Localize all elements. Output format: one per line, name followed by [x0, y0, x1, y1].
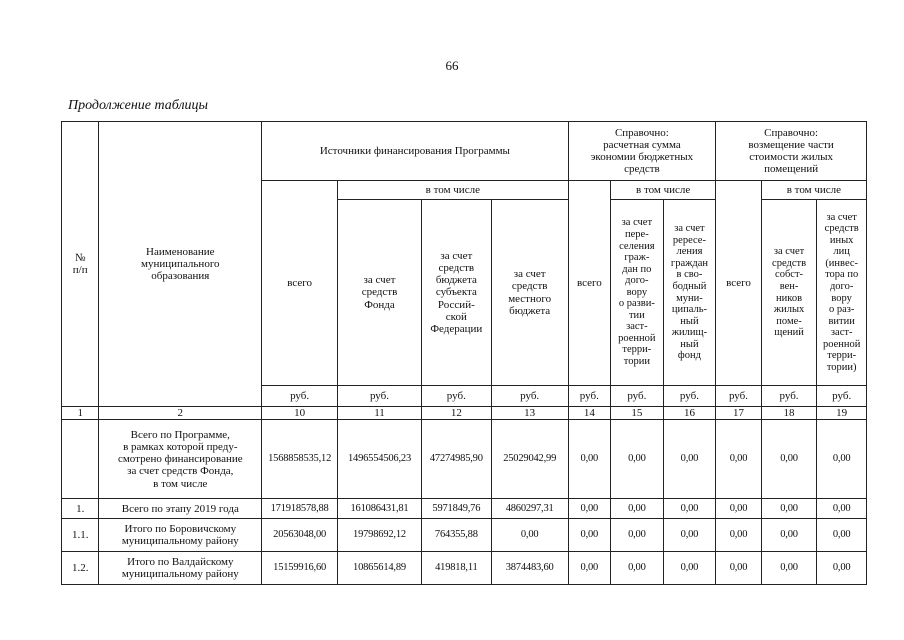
continuation-title: Продолжение таблицы	[68, 98, 209, 113]
header-fund: за счет средств Фонда	[338, 200, 422, 386]
header-reference-compensation: Справочно: возмещение части стоимости жилых помещений	[716, 122, 867, 181]
header-reference-savings: Справочно: расчетная сумма экономии бюджетных средств	[568, 122, 716, 181]
header-sources: Источники финансирования Программы	[262, 122, 568, 181]
column-number: 13	[491, 407, 568, 420]
unit-cell: руб.	[663, 386, 716, 407]
column-number-row	[62, 407, 867, 420]
row-number: 1.2.	[62, 552, 99, 585]
value-cell: 0,00	[761, 519, 817, 552]
value-cell: 0,00	[817, 552, 867, 585]
unit-cell: руб.	[611, 386, 664, 407]
unit-cell: руб.	[262, 386, 338, 407]
value-cell: 161086431,81	[338, 499, 422, 519]
page-number: 66	[445, 58, 459, 73]
value-cell: 15159916,60	[262, 552, 338, 585]
value-cell: 0,00	[663, 552, 716, 585]
value-cell: 0,00	[611, 499, 664, 519]
header-including-savings: в том числе	[611, 181, 716, 200]
value-cell: 0,00	[761, 552, 817, 585]
header-resettle-free: за счет pересе- ления граждан в сво- бодный муни- ципаль- ный жилищ- ный фонд	[663, 200, 716, 386]
value-cell: 25029042,99	[491, 420, 568, 499]
value-cell: 0,00	[663, 499, 716, 519]
value-cell: 0,00	[761, 420, 817, 499]
header-owners: за счет средств собст- вен- ников жилых поме- щений	[761, 200, 817, 386]
value-cell: 5971849,76	[421, 499, 491, 519]
value-cell: 0,00	[663, 519, 716, 552]
column-number: 18	[761, 407, 817, 420]
header-total-savings: всего	[568, 181, 610, 386]
column-number: 1	[62, 407, 99, 420]
table-row	[62, 519, 867, 552]
value-cell: 0,00	[611, 420, 664, 499]
value-cell: 0,00	[716, 420, 762, 499]
row-name: Всего по Программе, в рамках которой преду- смотрено финансирование за счет средств Фонда, в том числе	[99, 420, 262, 499]
header-resettle-contract: за счет пере- селения граж- дан по дого- вору о разви- тии заст- роенной терри- тории	[611, 200, 664, 386]
row-name: Всего по этапу 2019 года	[99, 499, 262, 519]
column-number: 16	[663, 407, 716, 420]
value-cell: 47274985,90	[421, 420, 491, 499]
row-name: Итого по Валдайскому муниципальному району	[99, 552, 262, 585]
value-cell: 0,00	[568, 552, 610, 585]
row-number: 1.1.	[62, 519, 99, 552]
value-cell: 0,00	[663, 420, 716, 499]
column-number: 10	[262, 407, 338, 420]
value-cell: 19798692,12	[338, 519, 422, 552]
column-number: 14	[568, 407, 610, 420]
header-total-sources: всего	[262, 181, 338, 386]
unit-cell: руб.	[716, 386, 762, 407]
value-cell: 4860297,31	[491, 499, 568, 519]
value-cell: 3874483,60	[491, 552, 568, 585]
value-cell: 1496554506,23	[338, 420, 422, 499]
column-number: 19	[817, 407, 867, 420]
value-cell: 0,00	[761, 499, 817, 519]
value-cell: 0,00	[491, 519, 568, 552]
value-cell: 0,00	[568, 420, 610, 499]
value-cell: 0,00	[611, 519, 664, 552]
row-number: 1.	[62, 499, 99, 519]
header-total-compensation: всего	[716, 181, 762, 386]
value-cell: 419818,11	[421, 552, 491, 585]
value-cell: 0,00	[817, 519, 867, 552]
header-including-sources: в том числе	[338, 181, 569, 200]
unit-cell: руб.	[491, 386, 568, 407]
header-subject-budget: за счет средств бюджета субъекта Россий- ской Федерации	[421, 200, 491, 386]
unit-cell: руб.	[568, 386, 610, 407]
value-cell: 0,00	[716, 519, 762, 552]
unit-cell: руб.	[338, 386, 422, 407]
column-number: 2	[99, 407, 262, 420]
table-row	[62, 420, 867, 499]
row-name: Итого по Боровичскому муниципальному району	[99, 519, 262, 552]
table-row	[62, 552, 867, 585]
value-cell: 0,00	[568, 519, 610, 552]
unit-cell: руб.	[421, 386, 491, 407]
value-cell: 0,00	[716, 552, 762, 585]
value-cell: 0,00	[817, 420, 867, 499]
row-number	[62, 420, 99, 499]
value-cell: 0,00	[716, 499, 762, 519]
unit-cell: руб.	[817, 386, 867, 407]
value-cell: 1568858535,12	[262, 420, 338, 499]
value-cell: 0,00	[568, 499, 610, 519]
header-row-top	[62, 122, 867, 181]
column-number: 15	[611, 407, 664, 420]
value-cell: 764355,88	[421, 519, 491, 552]
header-local-budget: за счет средств местного бюджета	[491, 200, 568, 386]
header-including-compensation: в том числе	[761, 181, 866, 200]
value-cell: 0,00	[611, 552, 664, 585]
financing-table	[61, 121, 867, 585]
column-number: 12	[421, 407, 491, 420]
header-investors: за счет средств иных лиц (инвес- тора по дого- вору о раз- витии заст- роенной терри- тории)	[817, 200, 867, 386]
unit-cell: руб.	[761, 386, 817, 407]
value-cell: 0,00	[817, 499, 867, 519]
value-cell: 171918578,88	[262, 499, 338, 519]
table-row	[62, 499, 867, 519]
value-cell: 10865614,89	[338, 552, 422, 585]
value-cell: 20563048,00	[262, 519, 338, 552]
header-name: Наименование муниципального образования	[99, 122, 262, 407]
column-number: 11	[338, 407, 422, 420]
column-number: 17	[716, 407, 762, 420]
header-num: № п/п	[62, 122, 99, 407]
